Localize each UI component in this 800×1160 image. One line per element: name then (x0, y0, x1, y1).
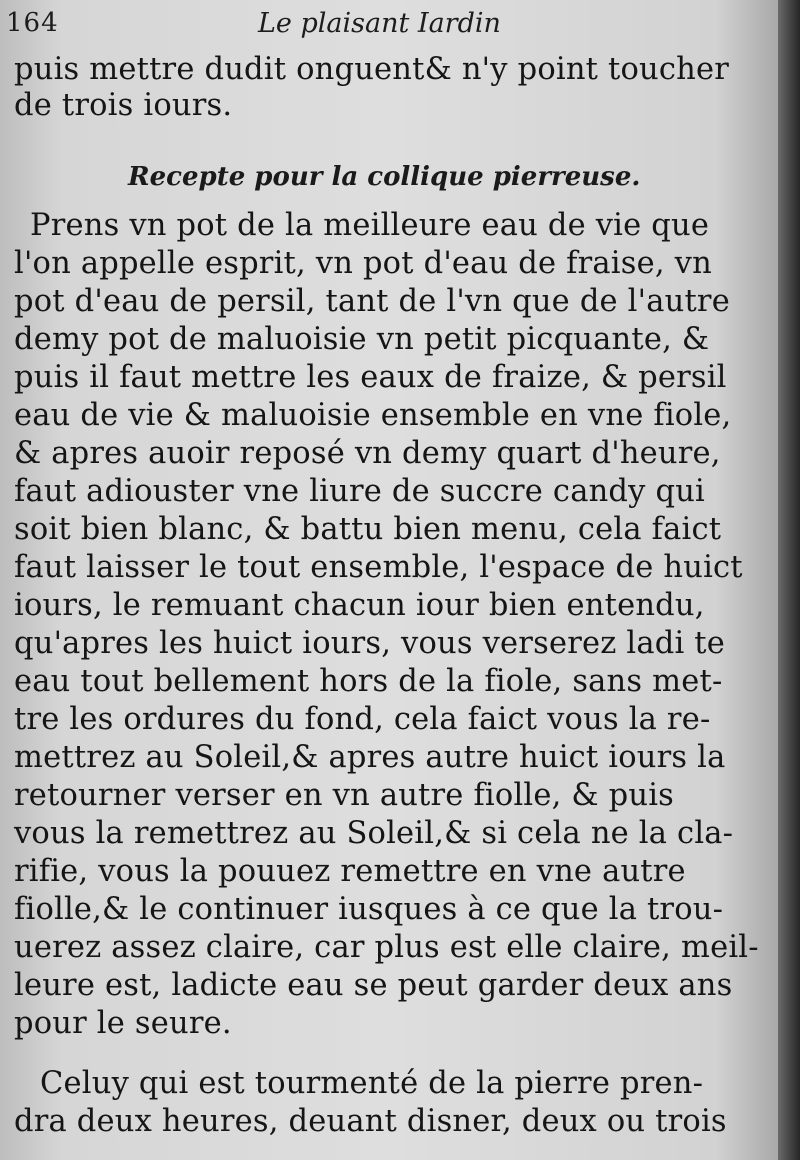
text-line: & apres auoir reposé vn demy quart d'heure, (14, 436, 721, 471)
paragraph-first-line: Celuy qui est tourmenté de la pierre pren- (40, 1066, 704, 1101)
text-line: de trois iours. (14, 88, 233, 123)
text-line: faut adiouster vne liure de succre candy qui (14, 474, 705, 509)
text-line: tre les ordures du fond, cela faict vous la re- (14, 702, 711, 737)
text-line: faut laisser le tout ensemble, l'espace de huict (14, 550, 743, 585)
text-line: pour le seure. (14, 1006, 232, 1041)
text-line: leure est, ladicte eau se peut garder deux ans (14, 968, 733, 1003)
text-line: qu'apres les huict iours, vous verserez ladi te (14, 626, 726, 661)
text-line: demy pot de maluoisie vn petit picquante, & (14, 322, 710, 357)
text-line: fiolle,& le continuer iusques à ce que la trou- (14, 892, 724, 927)
book-spine-shadow (778, 0, 800, 1160)
recipe-heading: Recepte pour la collique pierreuse. (128, 162, 641, 192)
paragraph-first-line: Prens vn pot de la meilleure eau de vie que (30, 208, 710, 243)
text-line: retourner verser en vn autre fiolle, & puis (14, 778, 675, 813)
text-line: rifie, vous la pouuez remettre en vne autre (14, 854, 686, 889)
text-line: puis mettre dudit onguent& n'y point toucher (14, 52, 730, 87)
text-line: mettrez au Soleil,& apres autre huict iours la (14, 740, 726, 775)
text-line: l'on appelle esprit, vn pot d'eau de fraise, vn (14, 246, 712, 281)
text-line: dra deux heures, deuant disner, deux ou trois (14, 1104, 727, 1139)
page-number: 164 (6, 8, 59, 38)
text-line: uerez assez claire, car plus est elle claire, meil- (14, 930, 759, 965)
text-line: iours, le remuant chacun iour bien entendu, (14, 588, 705, 623)
text-line: soit bien blanc, & battu bien menu, cela faict (14, 512, 722, 547)
text-line: eau de vie & maluoisie ensemble en vne fiole, (14, 398, 732, 433)
text-line: pot d'eau de persil, tant de l'vn que de l'autre (14, 284, 730, 319)
text-line: puis il faut mettre les eaux de fraize, & persil (14, 360, 727, 395)
text-line: eau tout bellement hors de la fiole, sans met- (14, 664, 723, 699)
page-header (6, 6, 766, 42)
running-title: Le plaisant Iardin (258, 8, 501, 39)
text-line: vous la remettrez au Soleil,& si cela ne la cla- (14, 816, 734, 851)
